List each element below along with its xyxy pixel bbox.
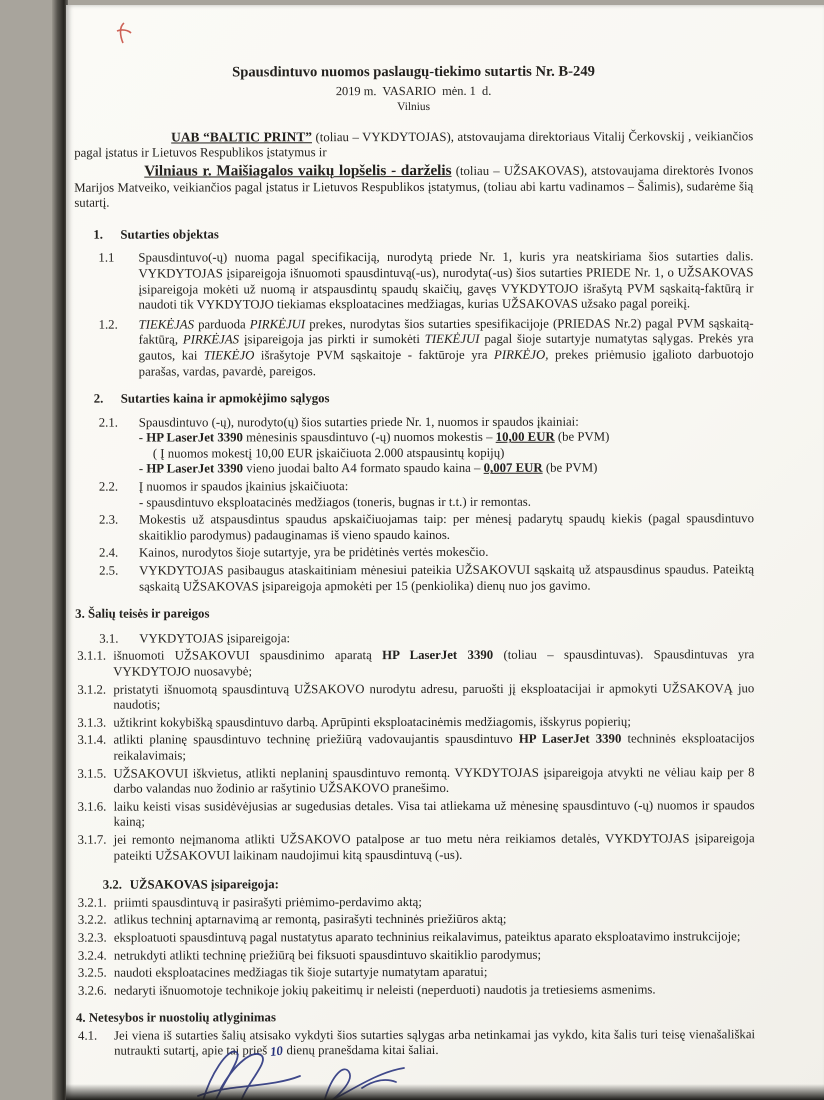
section-number: 2. bbox=[93, 391, 104, 406]
term-tiekejui: TIEKĖJUI bbox=[424, 332, 480, 347]
clause-segment: išrašytoje PVM sąskaitoje - faktūroje yra bbox=[254, 347, 495, 363]
pricing-line-copy bbox=[139, 461, 754, 478]
party1-description: (toliau – VYKDYTOJAS), atstovaujama direktoriaus Vitalij Čerkovskij , veikiančios pagal įstatus ir Lietuvos Respublikos įstatymus ir bbox=[74, 129, 754, 161]
clause-number: 3.2.5. bbox=[77, 965, 107, 980]
clause-text: pristatyti išnuomotą spausdintuvą UŽSAKOVO nurodytu adresu, paruošti jį eksploatacijai ir apmokyti UŽSAKOVĄ juo naudotis; bbox=[113, 680, 755, 712]
clause-label: UŽSAKOVAS įsipareigoja: bbox=[129, 877, 279, 892]
clause-number: 3.2.3. bbox=[77, 930, 107, 945]
clause-number: 3.2. bbox=[102, 877, 122, 892]
clause-number: 1.1 bbox=[98, 250, 115, 266]
clause-text: eksploatuoti spausdintuvą pagal nustatytus aparato techninius reikalavimus, pateiktus aparato eksploatavimo instrukcijoje; bbox=[113, 929, 741, 945]
party2-name: Vilniaus r. Maišiagalos vaikų lopšelis - darželis bbox=[144, 161, 452, 180]
clause-3-2-6 bbox=[76, 982, 755, 999]
clause-number: 2.2. bbox=[98, 479, 119, 494]
document-date: 2019 m. VASARIO mėn. 1 d. bbox=[335, 83, 492, 98]
clause-3-2-1 bbox=[76, 894, 755, 911]
clause-segment: pagal šioje sutartyje numatytas sąlygas. Prekės yra gautos, kai bbox=[138, 331, 754, 363]
clause-2-4 bbox=[75, 545, 754, 562]
clause-number: 3.1.4. bbox=[77, 733, 107, 748]
clause-3-2-5 bbox=[76, 964, 755, 981]
clause-number: 3.2.6. bbox=[77, 983, 107, 998]
signature-left bbox=[194, 1044, 306, 1100]
clause-3-2-3 bbox=[76, 929, 755, 946]
clause-segment: techninės eksploatacijos reikalavimais; bbox=[113, 731, 755, 763]
clause-segment: (be PVM) bbox=[554, 429, 610, 444]
section-3-heading: 3. Šalių teisės ir pareigos bbox=[75, 606, 210, 621]
clause-segment: prekes priėmusio įgalioto darbuotojo parašas, vardas, pavardė, pareigos. bbox=[138, 347, 754, 379]
clause-text bbox=[139, 316, 754, 380]
clause-number: 3.1.7. bbox=[77, 832, 107, 847]
clause-number: 3.1.6. bbox=[77, 799, 107, 814]
clause-segment: išnuomoti UŽSAKOVUI spausdinimo aparatą bbox=[113, 648, 383, 664]
clause-3-1-6 bbox=[76, 798, 755, 831]
clause-3-1-7 bbox=[76, 831, 755, 864]
document-city: Vilnius bbox=[397, 101, 431, 114]
clause-text: netrukdyti atlikti techninę priežiūrą bei fiksuoti spausdintuvo skaitiklio parodymus; bbox=[113, 947, 542, 963]
clause-text: užtikrint kokybišką spausdintuvo darbą. Aprūpinti eksploatacinėmis medžiagomis, išskyrus popierių; bbox=[113, 714, 631, 730]
clause-text: VYKDYTOJAS pasibaugus ataskaitiniam mėnesiui pateikia UŽSAKOVUI sąskaitą už atspausdinus spaudus. Pateiktą sąskaitą UŽSAKOVAS įsipareigoja apmokėti per 15 (penkiolika) dienų nuo jos gavimo. bbox=[139, 562, 755, 594]
printer-model: HP LaserJet 3390 bbox=[382, 648, 494, 663]
clause-segment: (be PVM) bbox=[542, 461, 598, 476]
clause-text: nedaryti išnuomotoje technikoje jokių pakeitimų ir neleisti (neperduoti) naudotis ja tretiesiems asmenims. bbox=[113, 982, 656, 998]
printer-model: HP LaserJet 3390 bbox=[146, 461, 244, 477]
clause-line: - spausdintuvo eksploatacinės medžiagos (toneris, bugnas ir t.t.) ir remontas. bbox=[138, 494, 531, 510]
clause-3-2-2 bbox=[76, 912, 755, 929]
contract-document-page bbox=[66, 5, 824, 1100]
clause-number: 3.1.3. bbox=[77, 715, 107, 730]
clause-2-1 bbox=[75, 414, 754, 478]
section-4-heading: 4. Netesybos ir nuostolių atlyginimas bbox=[76, 1010, 276, 1025]
dash: - bbox=[138, 462, 144, 477]
clause-number: 4.1. bbox=[78, 1028, 98, 1043]
party1-name: UAB “BALTIC PRINT” bbox=[171, 128, 312, 145]
clause-segment: parduoda bbox=[194, 317, 250, 332]
clause-text: Kainos, nurodytos šioje sutartyje, yra be pridėtinės vertės mokesčio. bbox=[139, 545, 489, 561]
clause-segment: prekes, nurodytas šios sutarties spesifikacijoje (PRIEDAS Nr.2) pagal PVM sąskaitą-faktūrą, bbox=[138, 316, 754, 347]
clause-text: jei remonto neįmanoma atlikti UŽSAKOVO patalpose ar tuo metu nėra reikiamos detalės, VYKDYTOJAS įsipareigoja pateikti UŽSAKOVUI laikinam naudojimui kitą spausdintuvą (-us). bbox=[113, 831, 755, 863]
clause-number: 3.1.2. bbox=[77, 682, 107, 697]
clause-text: VYKDYTOJAS įsipareigoja: bbox=[139, 631, 291, 646]
clause-3-2-4 bbox=[76, 947, 755, 964]
clause-3-1 bbox=[75, 630, 754, 647]
clause-segment: mėnesinis spausdintuvo (-ų) nuomos mokestis – bbox=[242, 430, 496, 445]
clause-line: Į nuomos ir spaudos įkainius įskaičiuota: bbox=[138, 479, 349, 494]
party-uzsakovas-paragraph bbox=[74, 162, 753, 211]
section-label: Sutarties kaina ir apmokėjimo sąlygos bbox=[120, 391, 330, 406]
clause-text: atlikus techninį aptarnavimą ar remontą, pasirašyti techninės priežiūros aktą; bbox=[113, 912, 507, 927]
clause-3-1-3 bbox=[75, 714, 754, 731]
clause-number: 1.2. bbox=[98, 317, 118, 332]
clause-segment: įsipareigoja jas pirkti ir sumokėti bbox=[239, 332, 425, 347]
clause-segment: (toliau – spausdintuvas). Spausdintuvas yra VYKDYTOJO nuosavybė; bbox=[113, 647, 755, 679]
clause-text bbox=[139, 478, 754, 510]
clause-number: 3.1.1. bbox=[77, 649, 107, 664]
clause-segment: atlikti planinę spausdintuvo techninę priežiūrą vadovaujantis spausdintuvo bbox=[113, 732, 519, 748]
section-2-heading bbox=[94, 390, 754, 407]
handwritten-days-number: 10 bbox=[269, 1044, 284, 1060]
clause-number: 3.2.2. bbox=[77, 912, 107, 928]
clause-number: 3.1. bbox=[99, 631, 119, 646]
clause-3-2-heading bbox=[103, 876, 755, 893]
clause-text: priimti spausdintuvą ir pasirašyti priėmimo-perdavimo aktą; bbox=[113, 894, 422, 910]
copy-price-value: 0,007 EUR bbox=[483, 461, 543, 476]
party-vykdytojas-paragraph bbox=[74, 128, 753, 162]
signature-right bbox=[318, 1062, 410, 1100]
clause-1-1 bbox=[74, 250, 753, 314]
clause-segment: Jei viena iš sutarties šalių atsisako vykdyti šios sutarties sąlygas arba netinkamai jas vykdo, kita šalis turi teisę vienašališkai nutraukti sutartį, apie tai prieš bbox=[114, 1027, 756, 1059]
clause-text bbox=[113, 732, 754, 765]
pricing-lead-line: Spausdintuvo (-ų), nurodyto(ų) šios sutarties priede Nr. 1, nuomos ir spaudos įkainiai: bbox=[138, 414, 579, 430]
pricing-line-rent bbox=[139, 430, 754, 447]
clause-text: naudoti eksploatacines medžiagas tik šioje sutartyje numatytam aparatui; bbox=[113, 964, 488, 980]
clause-3-1-5 bbox=[75, 765, 754, 798]
section-label: Sutarties objektas bbox=[120, 227, 219, 242]
clause-2-5 bbox=[75, 562, 754, 595]
clause-text: Spausdintuvo(-ų) nuoma pagal specifikaciją, nurodytą priede Nr. 1, kuris yra neatskiriama šios sutarties dalis. VYKDYTOJAS įsipareigoja išnuomoti spausdintuvą(-us), nurodyta(-us) šios sutarties PRIEDE Nr. 1, o UŽSAKOVAS įsipareigoja mokėti už nuomą ir atspausdintų spaudų skaičių, gavęs VYKDYTOJO išrašytą PVM sąskaitą-faktūrą ir naudoti tik VYKDYTOJO tiekiamas eksploatacines medžiagas, kurias UŽSAKOVAS užsako pagal poreikį. bbox=[138, 249, 754, 312]
pricing-note-line: ( Į nuomos mokestį 10,00 EUR įskaičiuota 2.000 atspausintų kopijų) bbox=[152, 445, 505, 461]
printer-model: HP LaserJet 3390 bbox=[518, 731, 622, 747]
clause-number: 2.4. bbox=[99, 546, 119, 561]
clause-number: 3.2.4. bbox=[77, 948, 107, 963]
printer-model: HP LaserJet 3390 bbox=[146, 430, 243, 445]
document-title: Spausdintuvo nuomos paslaugų-tiekimo sutartis Nr. B-249 bbox=[232, 63, 595, 81]
term-tiekejo: TIEKĖJO bbox=[203, 348, 255, 363]
clause-text: UŽSAKOVUI iškvietus, atlikti neplaninį spausdintuvo remontą. VYKDYTOJAS įsipareigoja atvykti ne vėliau kaip per 8 darbo valandas nuo žodinio ar rašytinio UŽSAKOVO pranešimo. bbox=[113, 764, 755, 796]
clause-text bbox=[113, 648, 754, 681]
clause-segment: dienų pranešdama kitai šaliai. bbox=[283, 1043, 439, 1058]
rent-price-value: 10,00 EUR bbox=[495, 429, 555, 445]
clause-2-2 bbox=[75, 478, 754, 511]
clause-2-3 bbox=[75, 512, 754, 545]
clause-3-1-2 bbox=[75, 681, 754, 714]
section-number: 1. bbox=[93, 227, 103, 242]
clause-text: Mokestis už atspausdintus spaudus apskaičiuojamas taip: per mėnesį padarytų spaudų kiekis (pagal spausdintuvo skaitiklio parodymus) padauginamas iš vieno spaudo kainos. bbox=[138, 511, 754, 543]
clause-4-1 bbox=[76, 1027, 755, 1060]
document-content bbox=[74, 5, 755, 1062]
clause-number: 3.1.5. bbox=[77, 766, 107, 781]
clause-text: laiku keisti visas susidėvėjusias ar sugedusias detales. Visa tai atliekama už mėnesinę spausdintuvo (-ų) nuomos ir spaudos kainą; bbox=[113, 798, 755, 829]
clause-number: 2.1. bbox=[98, 415, 118, 430]
clause-number: 2.5. bbox=[99, 563, 119, 578]
term-pirkejo: PIRKĖJO, bbox=[494, 347, 549, 362]
section-1-heading bbox=[93, 226, 753, 243]
clause-3-1-4 bbox=[75, 732, 754, 765]
dash: - bbox=[138, 430, 144, 445]
term-pirkejui: PIRKĖJUI bbox=[249, 316, 306, 332]
party2-description: (toliau – UŽSAKOVAS), atstovaujama direktorės Ivonos Marijos Matveiko, veikiančios pagal įstatus ir Lietuvos Respublikos įstatymus, (toliau abi kartu vadinamos – Šalimis), sudarėme šią sutartį. bbox=[74, 163, 754, 210]
clause-text bbox=[139, 414, 754, 478]
term-tiekejas: TIEKĖJAS bbox=[138, 317, 195, 332]
clause-segment: vieno juodai balto A4 formato spaudo kaina – bbox=[242, 461, 484, 476]
clause-number: 2.3. bbox=[98, 512, 119, 527]
clause-1-2 bbox=[75, 316, 754, 380]
term-pirkejas: PIRKĖJAS bbox=[182, 332, 240, 347]
clause-3-1-1 bbox=[75, 648, 754, 681]
clause-number: 3.2.1. bbox=[77, 895, 107, 910]
